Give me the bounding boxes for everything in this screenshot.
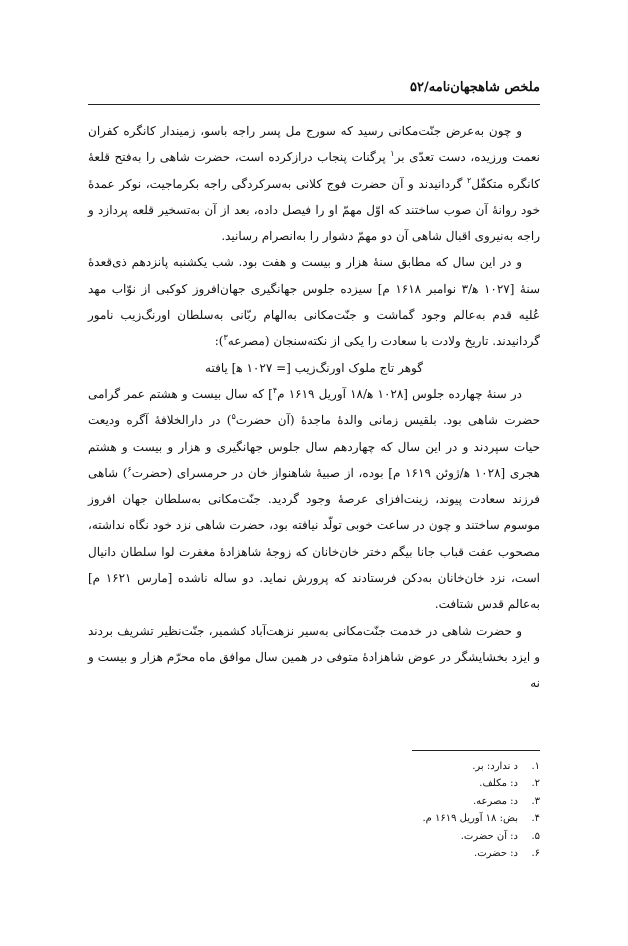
footnote-text: د: حضرت. [474,848,518,860]
footnote-number: ۱. [531,761,540,772]
footnote-ref: ۳ [223,333,228,343]
footnote-ref: ۴ [272,385,278,395]
footnote-ref: ۲ [467,175,472,185]
text-run: پرگنات پنجاب درازکرده است، حضرت شاهی را به‌فتح قلعهٔ کانگره متکفّل [88,150,540,191]
text-run: در سنهٔ چهارده جلوس [۱۰۲۸ ه‍/۱۸ آوریل ۱۶۱۹ م [277,386,522,401]
running-head: ملخص شاهجهان‌نامه/۵۲ [410,80,540,95]
paragraph [88,118,540,249]
paragraph [88,249,540,354]
text-run: گردانیدند و آن حضرت فوج کلانی به‌سرکردگی راجه بکرماجیت، نوکر عمدهٔ خود روانهٔ آن صوب ساختند که اوّل مهمّ او را فیصل داده، بعد از آن به‌تسخیر قلعه پردازد و راجه به‌نیروی اقبال شاهی آن دو مهمّ دشوار را به‌انصرام رسانید. [88,176,540,244]
footnote-item [88,775,540,792]
footnote-item [88,793,540,810]
footnote-number: ۴. [531,813,540,825]
text-run: ) در دارالخلافهٔ آگره ودیعت حیات سپردند و در این سال که چهاردهم سال جلوس جهانگیری و هزار و بیست و هشتم هجری [۱۰۲۸ ه‍/ژوئن ۱۶۱۹ م] بوده، از صبیهٔ شاهنواز خان در حرمسرای (حضرت [88,413,540,480]
text-run: و حضرت شاهی در خدمت جنّت‌مکانی به‌سیر نزهت‌آباد کشمیر، جنّت‌نظیر تشریف بردند و ایزد بخشایشگر در عوض شاهزادهٔ متوفی در همین سال موافق ماه محرّم هزار و بیست و نه [88,623,540,691]
text-run: ] که سال بیست و هشتم عمر گرامی حضرت شاهی بود. بلقیس زمانی والدهٔ ماجدهٔ (آن حضرت [88,386,540,428]
footnote-text: بض: ۱۸ آوریل ۱۶۱۹ م. [422,813,518,825]
footnote-number: ۳. [531,795,540,807]
body-text [88,118,540,697]
footnote-text: د: مکلف. [479,778,518,790]
footnote-item [88,810,540,827]
footnote-ref: ۱ [390,149,395,159]
text-run: و چون به‌عرض جنّت‌مکانی رسید که سورج مل پسر راجه باسو، زمیندار کانگره کفران نعمت ورزیده، دست تعدّی بر [88,124,540,165]
footnote-number: ۵. [531,830,540,842]
footnote-number: ۶. [531,848,540,860]
text-run: ): [214,334,224,349]
footnote-item [88,758,540,775]
text-run: گوهر تاج ملوک اورنگ‌زیب [= ۱۰۲۷ ه‍] یافته [205,360,423,375]
header-rule [88,104,540,105]
footnote-item [88,845,540,862]
footnote-rule [412,750,540,751]
footnote-text: د: مصرعه. [472,795,518,807]
footnotes [88,758,540,862]
text-run: و در این سال که مطابق سنهٔ هزار و بیست و هفت بود. شب یکشنبه پانزدهم ذی‌قعدهٔ سنهٔ [۱۰۲۷ ه‍/۳ نوامبر ۱۶۱۸ م] سیزده جلوس جهانگیری جهان‌افروز کوکبی از نوّاب مهد عُلیه قدم به‌عالم وجود گماشت و جنّت‌مکانی به‌الهام ربّانی به‌سلطان اورنگ‌زیب نامور گردانیدند. تاریخ ولادت با سعادت را یکی از نکته‌سنجان (مصرعه [88,255,541,349]
verse-line [88,355,540,381]
footnote-text: د ندارد: بر. [472,761,518,772]
text-run: ) شاهی فرزند سعادت پیوند، زینت‌افزای عرصهٔ وجود گردید. جنّت‌مکانی به‌سلطان جهان افروز موسوم ساختند و چون در ساعت خوبی تولّد نیافته بود، حضرت شاهی نزد خود نگاه نداشته، مصحوب عفت قباب جانا بیگم دختر خان‌خانان که زوجهٔ شاهزادهٔ مغفرت لوا سلطان دانیال است، نزد خان‌خانان به‌دکن فرستادند که پرورش نماید. دو ساله ناشده [مارس ۱۶۲۱ م] به‌عالم قدس شتافت. [88,465,540,612]
footnote-text: د: آن حضرت. [460,830,518,842]
footnote-ref: ۵ [231,412,236,422]
footnote-item [88,828,540,845]
footnote-number: ۲. [531,778,540,790]
footnote-ref: ۶ [127,464,132,474]
paragraph [88,381,540,618]
paragraph [88,618,540,697]
